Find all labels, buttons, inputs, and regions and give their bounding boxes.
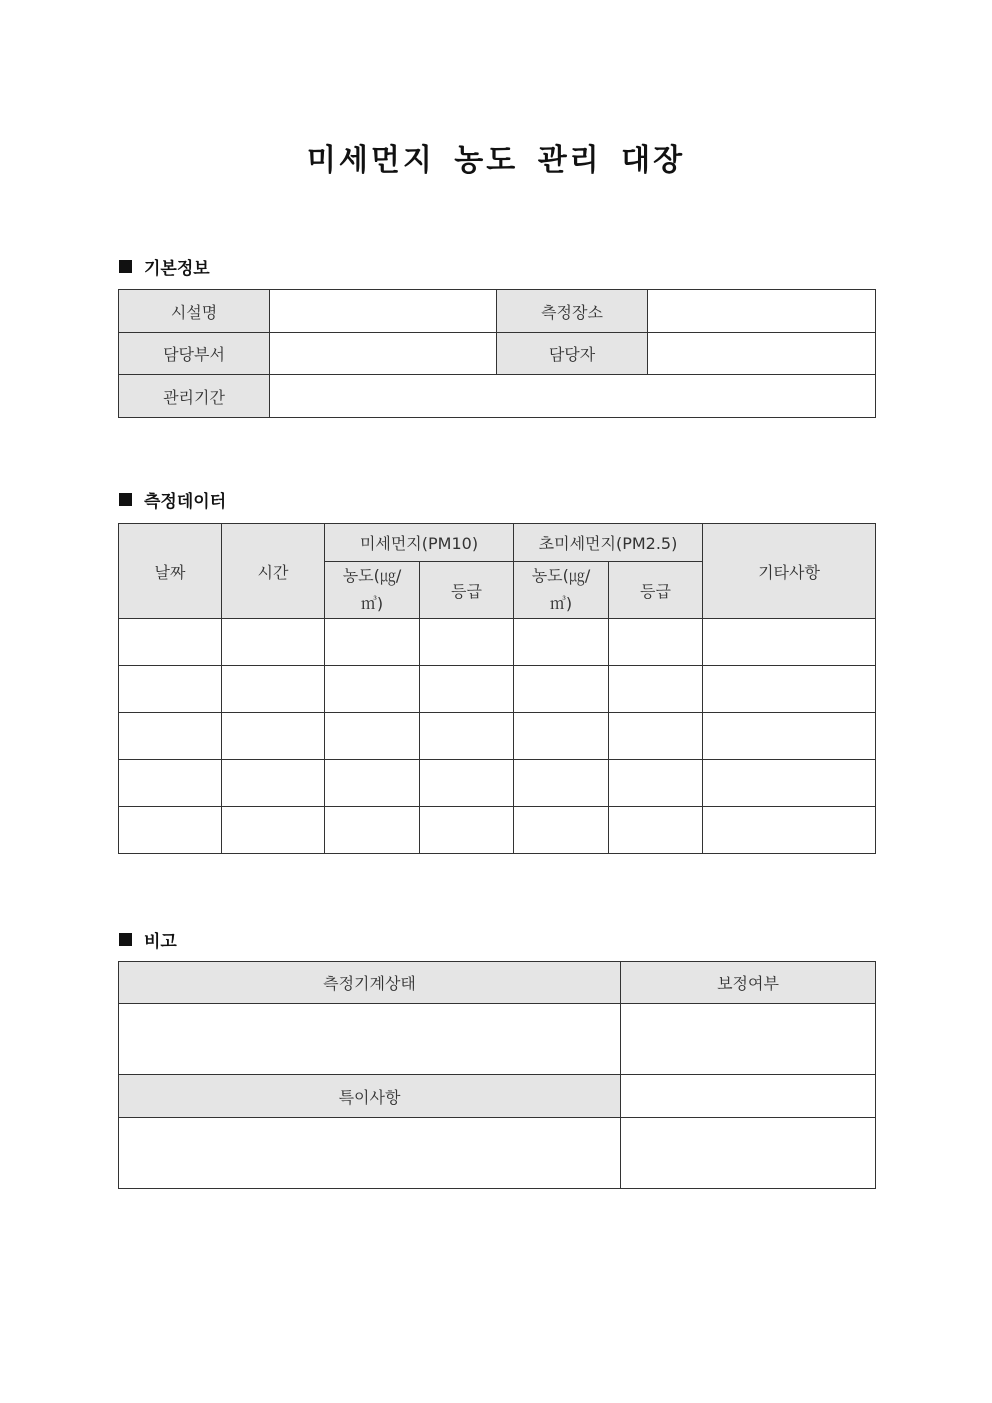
square-bullet-icon [119, 493, 132, 506]
measurement-heading-label: 측정데이터 [144, 492, 227, 512]
table-row [119, 807, 876, 854]
pm10-concentration-cell[interactable] [325, 619, 420, 666]
notes-heading [119, 927, 177, 952]
pm25-grade-cell[interactable] [609, 666, 703, 713]
date-cell[interactable] [119, 619, 222, 666]
concentration-label-line2: ㎥) [549, 594, 573, 613]
manager-label: 담당자 [497, 333, 648, 375]
col-pm25: 초미세먼지(PM2.5) [514, 524, 703, 562]
location-label: 측정장소 [497, 290, 648, 333]
measurement-heading [119, 487, 226, 512]
col-pm10-grade: 등급 [420, 562, 514, 619]
time-cell[interactable] [222, 760, 325, 807]
pm25-grade-cell[interactable] [609, 760, 703, 807]
pm10-grade-cell[interactable] [420, 619, 514, 666]
location-field[interactable] [648, 290, 876, 333]
basic-info-heading [119, 254, 210, 279]
basic-info-table [118, 289, 876, 418]
remarks-cell[interactable] [703, 807, 876, 854]
table-row [119, 619, 876, 666]
equipment-status-label: 측정기계상태 [119, 962, 621, 1004]
pm25-grade-cell[interactable] [609, 619, 703, 666]
concentration-label-line1: 농도(㎍/ [342, 566, 402, 585]
col-pm25-grade: 등급 [609, 562, 703, 619]
time-cell[interactable] [222, 666, 325, 713]
remarks-cell[interactable] [703, 760, 876, 807]
pm25-concentration-cell[interactable] [514, 760, 609, 807]
basic-info-heading-label: 기본정보 [144, 259, 210, 279]
manager-field[interactable] [648, 333, 876, 375]
date-cell[interactable] [119, 807, 222, 854]
pm10-grade-cell[interactable] [420, 760, 514, 807]
col-pm25-concentration [514, 562, 609, 619]
square-bullet-icon [119, 260, 132, 273]
concentration-label-line1: 농도(㎍/ [531, 566, 591, 585]
col-date: 날짜 [119, 524, 222, 619]
department-label: 담당부서 [119, 333, 270, 375]
calibration-label: 보정여부 [621, 962, 876, 1004]
pm10-grade-cell[interactable] [420, 807, 514, 854]
pm10-grade-cell[interactable] [420, 713, 514, 760]
date-cell[interactable] [119, 666, 222, 713]
pm25-concentration-cell[interactable] [514, 619, 609, 666]
pm25-grade-cell[interactable] [609, 713, 703, 760]
special-notes-label: 특이사항 [119, 1075, 621, 1118]
col-pm10-concentration [325, 562, 420, 619]
equipment-status-field[interactable] [119, 1004, 621, 1075]
col-time: 시간 [222, 524, 325, 619]
page-title: 미세먼지 농도 관리 대장 [306, 143, 686, 178]
square-bullet-icon [119, 933, 132, 946]
pm25-concentration-cell[interactable] [514, 666, 609, 713]
remarks-cell[interactable] [703, 666, 876, 713]
calibration-extra-field[interactable] [621, 1075, 876, 1118]
pm25-concentration-cell[interactable] [514, 807, 609, 854]
table-row [119, 760, 876, 807]
pm25-concentration-cell[interactable] [514, 713, 609, 760]
pm10-grade-cell[interactable] [420, 666, 514, 713]
time-cell[interactable] [222, 807, 325, 854]
measurement-table [118, 523, 876, 854]
special-notes-field[interactable] [119, 1118, 621, 1189]
period-label: 관리기간 [119, 375, 270, 418]
notes-heading-label: 비고 [144, 932, 177, 952]
time-cell[interactable] [222, 619, 325, 666]
pm25-grade-cell[interactable] [609, 807, 703, 854]
remarks-cell[interactable] [703, 713, 876, 760]
pm10-concentration-cell[interactable] [325, 807, 420, 854]
facility-label: 시설명 [119, 290, 270, 333]
col-pm10: 미세먼지(PM10) [325, 524, 514, 562]
table-row [119, 666, 876, 713]
remarks-cell[interactable] [703, 619, 876, 666]
col-remarks: 기타사항 [703, 524, 876, 619]
pm10-concentration-cell[interactable] [325, 713, 420, 760]
date-cell[interactable] [119, 713, 222, 760]
calibration-field[interactable] [621, 1004, 876, 1075]
department-field[interactable] [270, 333, 497, 375]
special-notes-side-field[interactable] [621, 1118, 876, 1189]
pm10-concentration-cell[interactable] [325, 760, 420, 807]
concentration-label-line2: ㎥) [360, 594, 384, 613]
time-cell[interactable] [222, 713, 325, 760]
period-field[interactable] [270, 375, 876, 418]
facility-field[interactable] [270, 290, 497, 333]
pm10-concentration-cell[interactable] [325, 666, 420, 713]
date-cell[interactable] [119, 760, 222, 807]
notes-table [118, 961, 876, 1189]
table-row [119, 713, 876, 760]
